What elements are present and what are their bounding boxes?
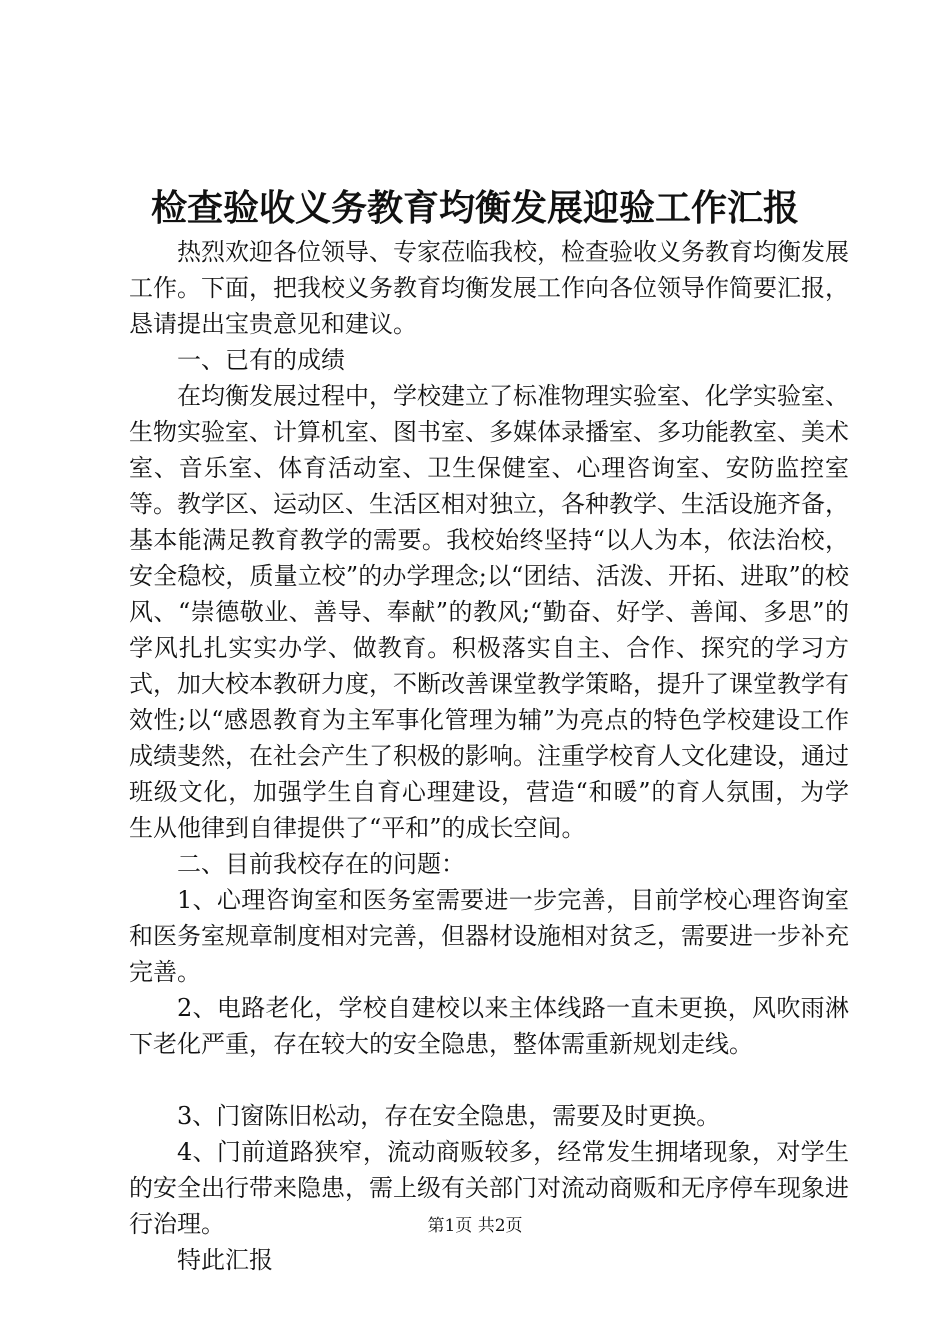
issue-item-2: 2、电路老化，学校自建校以来主体线路一直未更换，风吹雨淋下老化严重，存在较大的安全隐患，整体需重新规划走线。 <box>129 994 849 1058</box>
section-heading-problems: 二、目前我校存在的问题： <box>177 850 465 878</box>
issue-item-3: 3、门窗陈旧松动，存在安全隐患，需要及时更换。 <box>177 1102 721 1130</box>
section-heading-achievements: 一、已有的成绩 <box>177 346 345 374</box>
issue-item-1: 1、心理咨询室和医务室需要进一步完善，目前学校心理咨询室和医务室规章制度相对完善，但器材设施相对贫乏，需要进一步补充完善。 <box>129 886 849 986</box>
closing-line: 特此汇报 <box>177 1246 273 1274</box>
intro-paragraph: 热烈欢迎各位领导、专家莅临我校，检查验收义务教育均衡发展工作。下面，把我校义务教育均衡发展工作向各位领导作简要汇报，恳请提出宝贵意见和建议。 <box>129 238 849 338</box>
page-number-footer: 第1页 共2页 <box>427 1216 523 1236</box>
document-title: 检查验收义务教育均衡发展迎验工作汇报 <box>150 187 799 229</box>
paragraph-spacer <box>129 1062 849 1098</box>
document-body <box>129 234 849 1278</box>
achievements-paragraph: 在均衡发展过程中，学校建立了标准物理实验室、化学实验室、生物实验室、计算机室、图书室、多媒体录播室、多功能教室、美术室、音乐室、体育活动室、卫生保健室、心理咨询室、安防监控室等。教学区、运动区、生活区相对独立，各种教学、生活设施齐备，基本能满足教育教学的需要。我校始终坚持“以人为本，依法治校，安全稳校，质量立校”的办学理念;以“团结、活泼、开拓、进取”的校风、“崇德敬业、善导、奉献”的教风;“勤奋、好学、善闻、多思”的学风扎扎实实办学、做教育。积极落实自主、合作、探究的学习方式，加大校本教研力度，不断改善课堂教学策略，提升了课堂教学有效性;以“感恩教育为主军事化管理为辅”为亮点的特色学校建设工作成绩斐然，在社会产生了积极的影响。注重学校育人文化建设，通过班级文化，加强学生自育心理建设，营造“和暖”的育人氛围，为学生从他律到自律提供了“平和”的成长空间。 <box>129 382 849 842</box>
issue-item-4: 4、门前道路狭窄，流动商贩较多，经常发生拥堵现象，对学生的安全出行带来隐患，需上级有关部门对流动商贩和无序停车现象进行治理。 <box>129 1138 849 1238</box>
